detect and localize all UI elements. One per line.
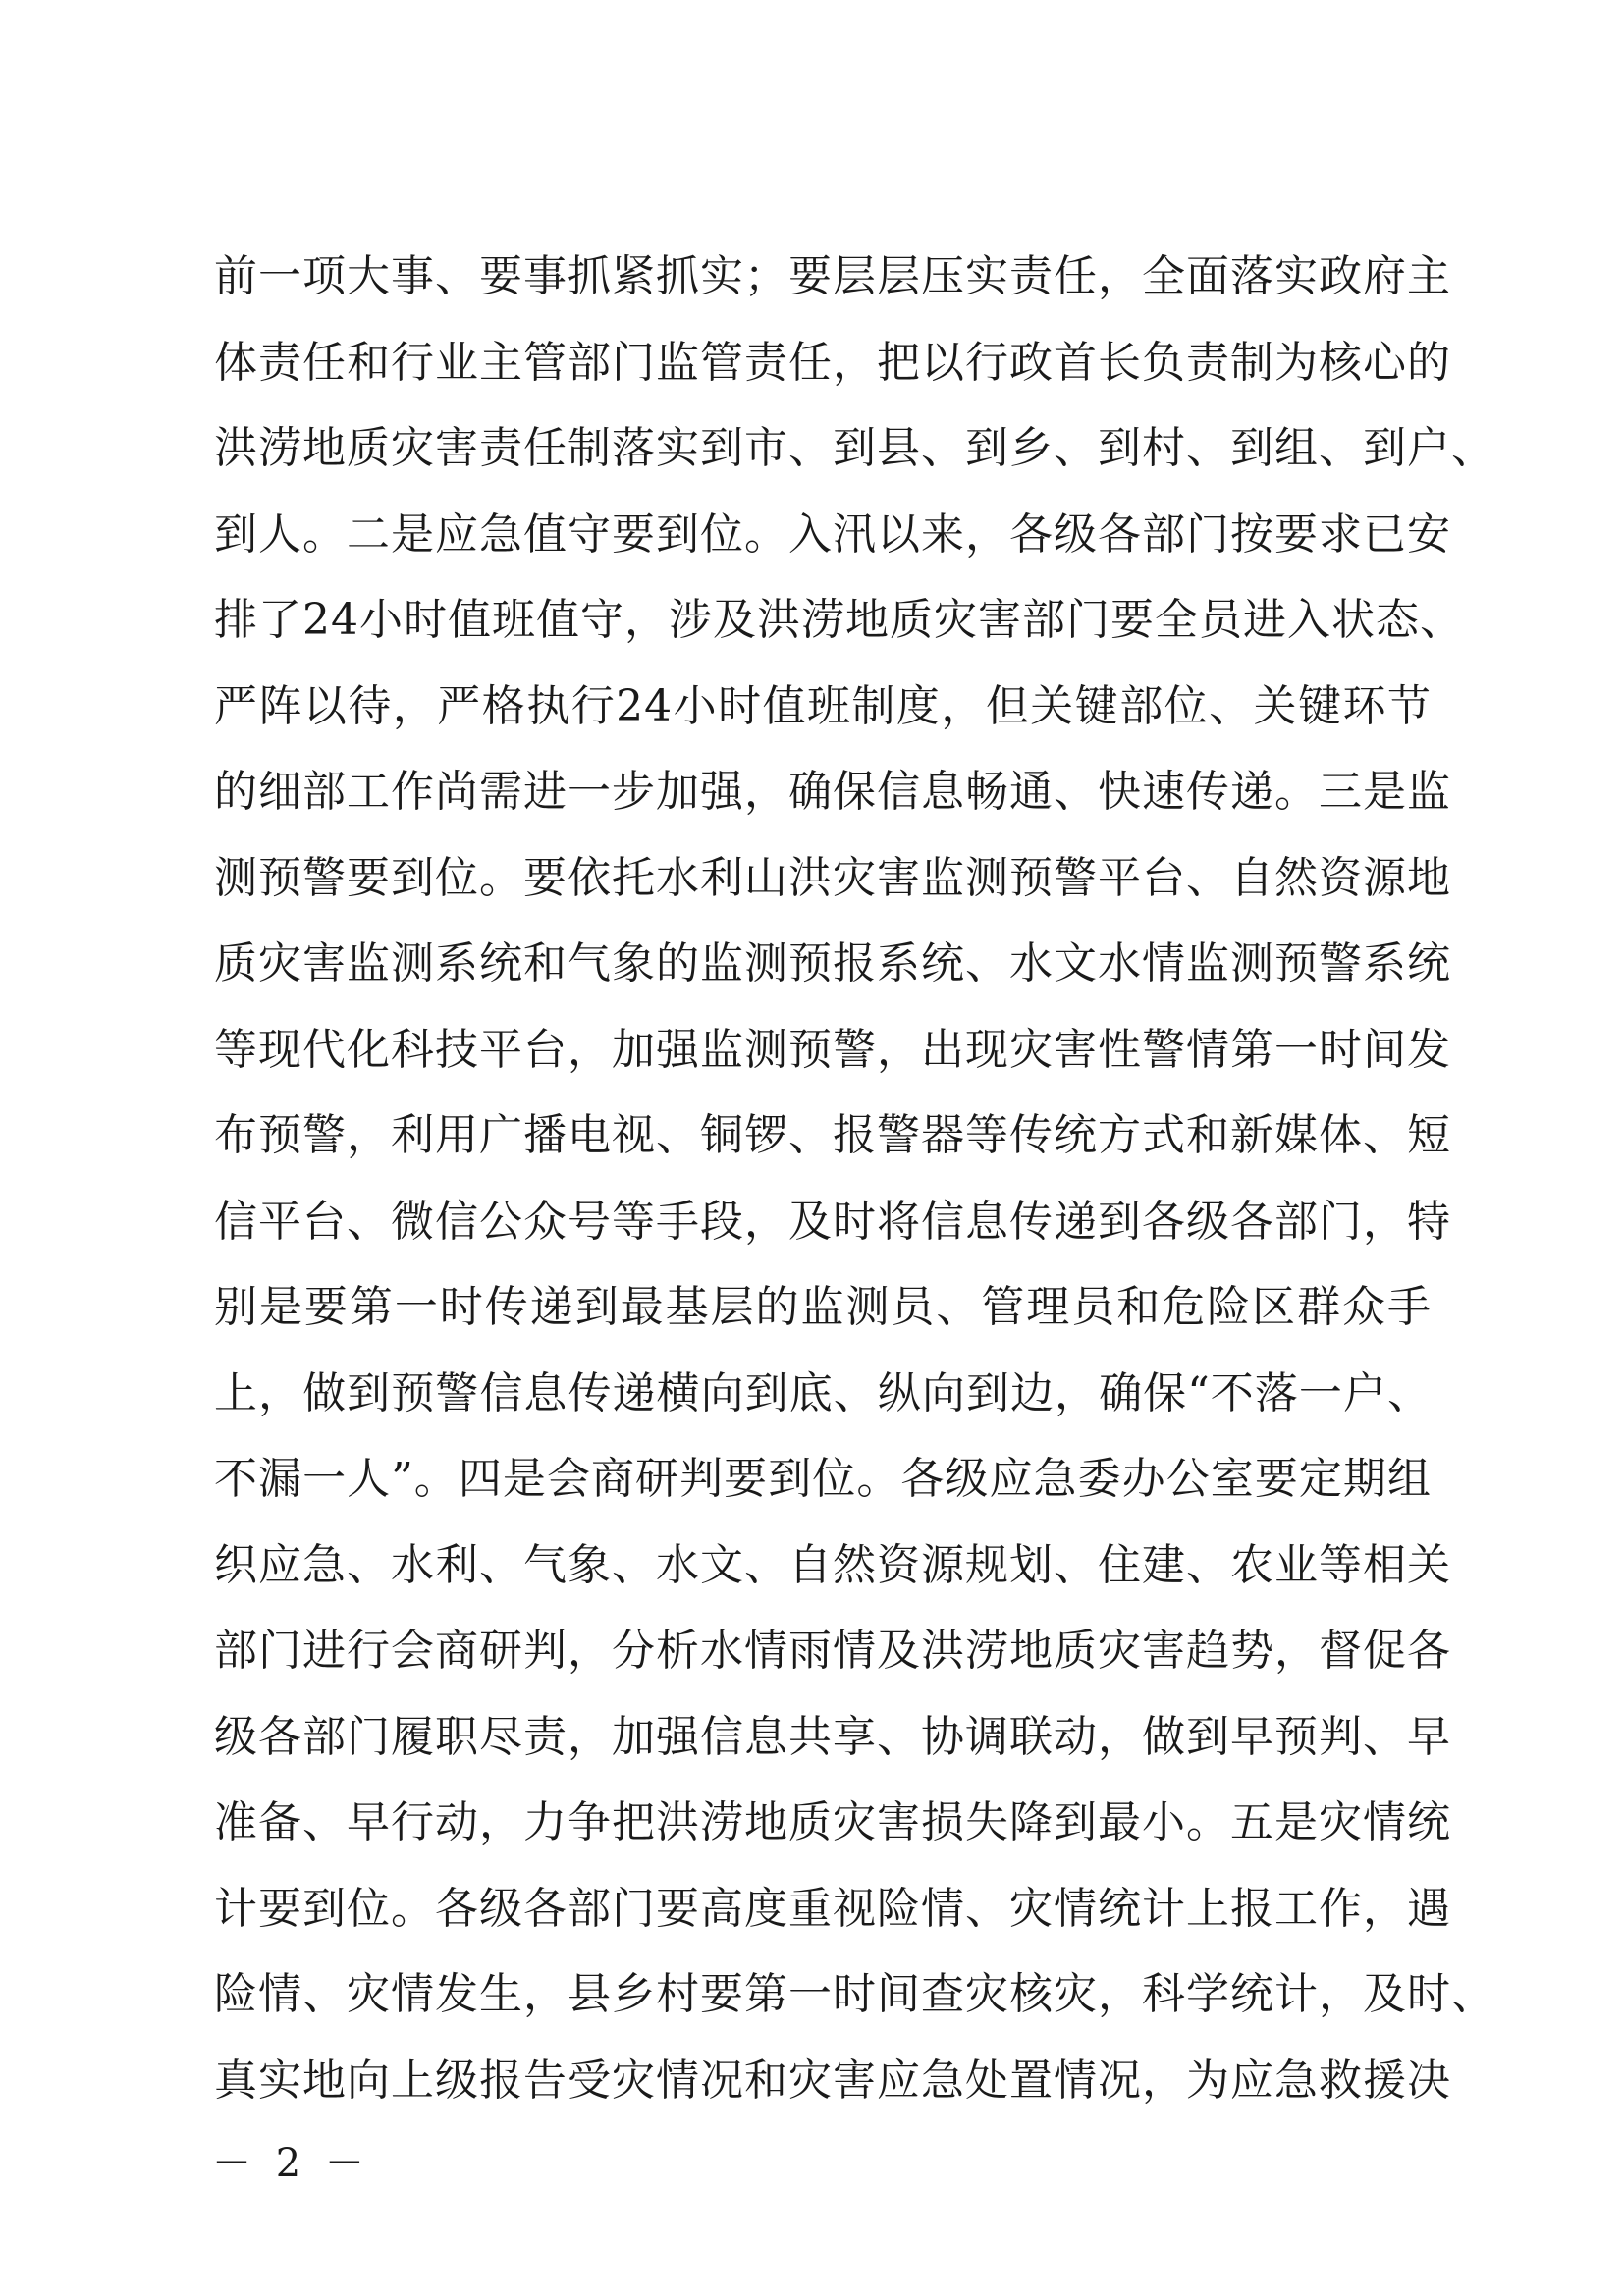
text-line: 不漏一人”。四是会商研判要到位。各级应急委办公室要定期组 bbox=[214, 1454, 1432, 1504]
text-line: 质灾害监测系统和气象的监测预报系统、水文水情监测预警系统 bbox=[214, 938, 1451, 988]
page-number: － 2 － bbox=[212, 2141, 370, 2186]
text-line: 体责任和行业主管部门监管责任，把以行政首长负责制为核心的 bbox=[214, 337, 1451, 388]
text-line: 险情、灾情发生，县乡村要第一时间查灾核灾，科学统计，及时、 bbox=[214, 1969, 1495, 2019]
text-line: 测预警要到位。要依托水利山洪灾害监测预警平台、自然资源地 bbox=[214, 852, 1451, 903]
text-line: 计要到位。各级各部门要高度重视险情、灾情统计上报工作，遇 bbox=[214, 1883, 1451, 1934]
text-line: 排了24小时值班值守，涉及洪涝地质灾害部门要全员进入状态、 bbox=[214, 595, 1464, 645]
text-line: 前一项大事、要事抓紧抓实；要层层压实责任，全面落实政府主 bbox=[214, 251, 1451, 301]
text-line: 洪涝地质灾害责任制落实到市、到县、到乡、到村、到组、到户、 bbox=[214, 423, 1495, 473]
text-line: 真实地向上级报告受灾情况和灾害应急处置情况，为应急救援决 bbox=[214, 2055, 1451, 2106]
text-line: 级各部门履职尽责，加强信息共享、协调联动，做到早预判、早 bbox=[214, 1711, 1451, 1762]
text-line: 的细部工作尚需进一步加强，确保信息畅通、快速传递。三是监 bbox=[214, 767, 1451, 817]
text-line: 织应急、水利、气象、水文、自然资源规划、住建、农业等相关 bbox=[214, 1539, 1451, 1590]
text-line: 准备、早行动，力争把洪涝地质灾害损失降到最小。五是灾情统 bbox=[214, 1797, 1451, 1847]
text-line: 上，做到预警信息传递横向到底、纵向到边，确保“不落一户、 bbox=[214, 1367, 1432, 1418]
text-line: 严阵以待，严格执行24小时值班制度，但关键部位、关键环节 bbox=[214, 680, 1432, 731]
text-line: 到人。二是应急值守要到位。入汛以来，各级各部门按要求已安 bbox=[214, 508, 1451, 560]
text-line: 别是要第一时传递到最基层的监测员、管理员和危险区群众手 bbox=[214, 1282, 1432, 1332]
text-line: 信平台、微信公众号等手段，及时将信息传递到各级各部门，特 bbox=[214, 1196, 1451, 1247]
text-line: 部门进行会商研判，分析水情雨情及洪涝地质灾害趋势，督促各 bbox=[214, 1626, 1451, 1676]
body-text bbox=[214, 234, 1495, 2123]
text-line: 等现代化科技平台，加强监测预警，出现灾害性警情第一时间发 bbox=[214, 1024, 1451, 1075]
text-line: 布预警，利用广播电视、铜锣、报警器等传统方式和新媒体、短 bbox=[214, 1110, 1451, 1160]
